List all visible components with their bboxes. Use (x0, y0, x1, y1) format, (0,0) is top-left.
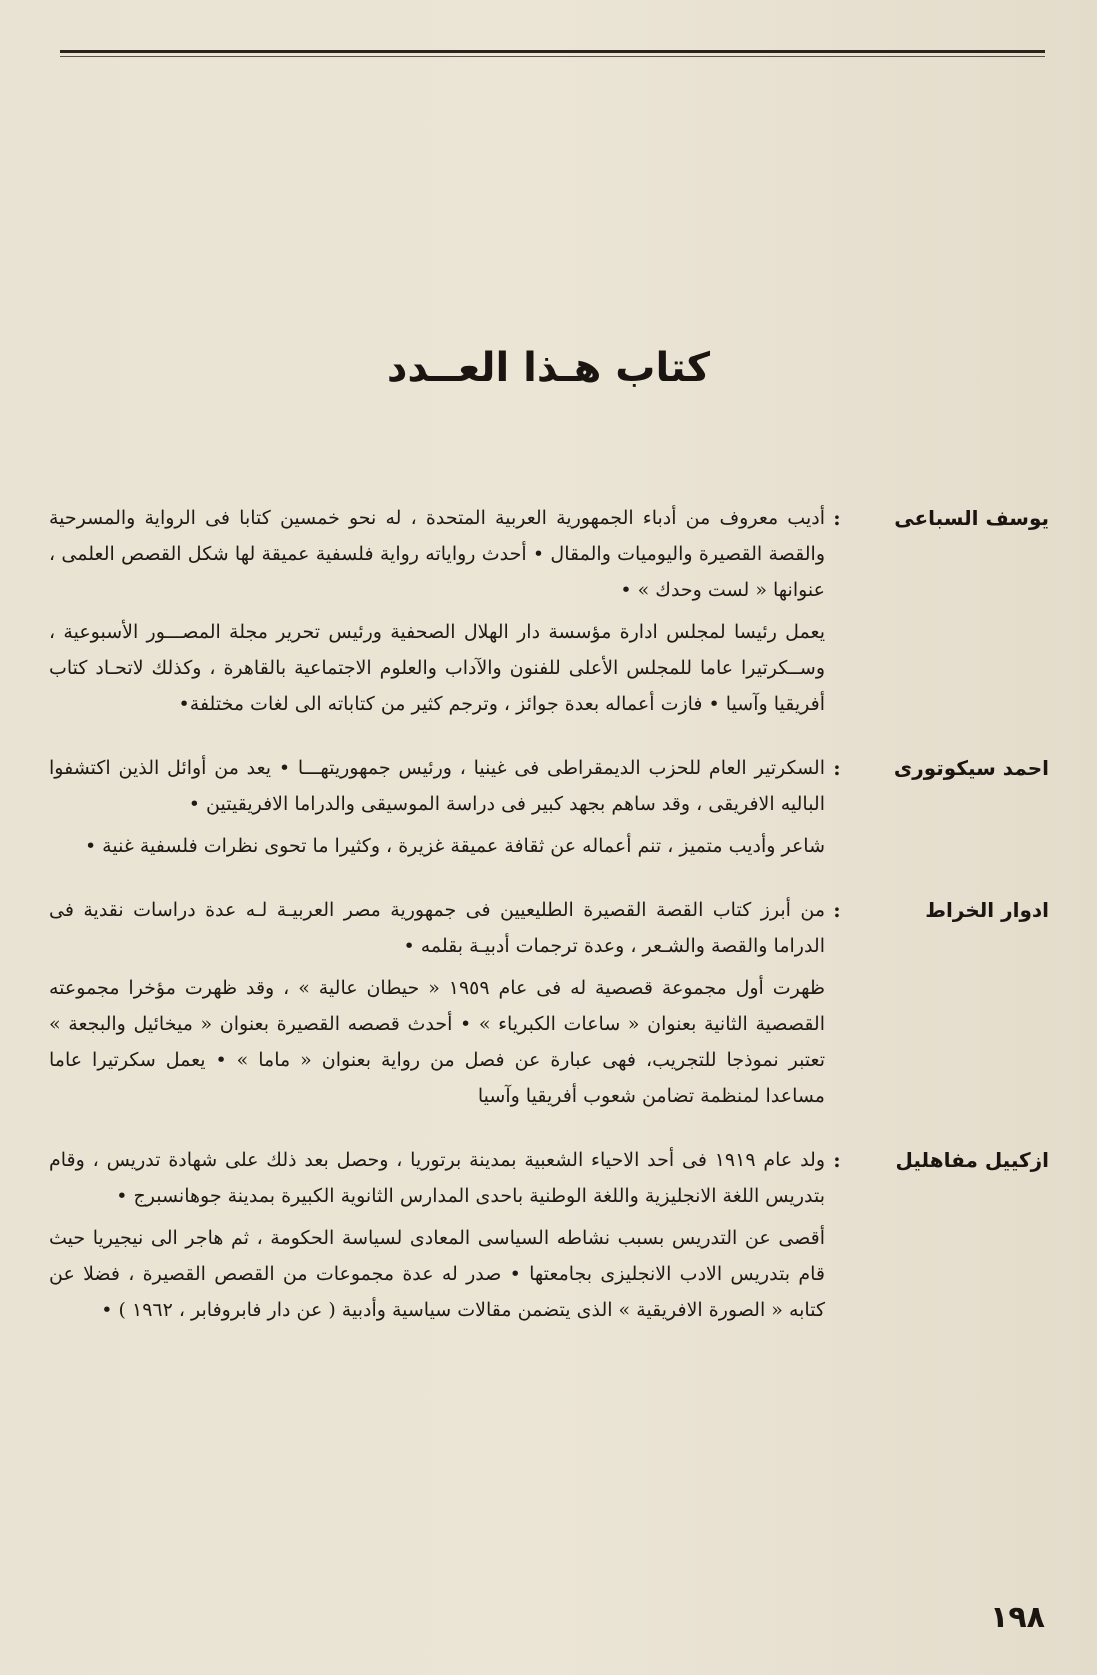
author-name: يوسف السباعى (894, 506, 1049, 530)
author-entry (49, 750, 1049, 870)
entry-separator: : (833, 756, 841, 780)
author-bio (49, 500, 825, 728)
bio-paragraph: أديب معروف من أدباء الجمهورية العربية المتحدة ، له نحو خمسين كتابا فى الرواية والمسرحية والقصة القصيرة واليوميات والمقال • أحدث رواياته رواية فلسفية عميقة لها شكل القصص العلمى ، عنوانها « لست وحدك » • (49, 507, 825, 601)
author-bio (49, 750, 825, 870)
header-rule (60, 50, 1045, 57)
bio-paragraph: أقصى عن التدريس بسبب نشاطه السياسى المعادى لسياسة الحكومة ، ثم هاجر الى نيجيريا حيث قام بتدريس الادب الانجليزى بجامعتها • صدر له عدة مجموعات من القصص القصيرة ، فضلا عن كتابه « الصورة الافريقية » الذى يتضمن مقالات سياسية وأدبية ( عن دار فابروفابر ، ١٩٦٢ ) • (49, 1227, 825, 1321)
entry-separator: : (833, 1148, 841, 1172)
author-name: احمد سيكوتورى (893, 756, 1049, 780)
bio-paragraph: ولد عام ١٩١٩ فى أحد الاحياء الشعبية بمدينة برتوريا ، وحصل بعد ذلك على شهادة تدريس ، وقام بتدريس اللغة الانجليزية واللغة الوطنية باحدى المدارس الثانوية الكبيرة بمدينة جوهانسبرج • (49, 1149, 826, 1207)
entry-separator: : (833, 898, 841, 922)
author-bio (49, 892, 825, 1120)
author-name: ازكييل مفاهليل (895, 1148, 1049, 1172)
author-entry (49, 1142, 1049, 1334)
bio-paragraph: شاعر وأديب متميز ، تنم أعماله عن ثقافة عميقة غزيرة ، وكثيرا ما تحوى نظرات فلسفية غنية • (84, 835, 825, 857)
bio-paragraph: السكرتير العام للحزب الديمقراطى فى غينيا ، ورئيس جمهوريتهـــا • يعد من أوائل الذين اكتشفوا الباليه الافريقى ، وقد ساهم بجهد كبير فى دراسة الموسيقى والدراما الافريقيتين • (49, 757, 825, 815)
entry-separator: : (833, 506, 841, 530)
author-name: ادوار الخراط (925, 898, 1049, 922)
author-entries (49, 500, 1049, 1356)
bio-paragraph: من أبرز كتاب القصة القصيرة الطليعيين فى جمهورية مصر العربيـة لـه عدة دراسات نقدية فى الدراما والقصة والشـعر ، وعدة ترجمات أدبيـة بقلمه • (49, 899, 825, 957)
author-entry (49, 892, 1049, 1120)
bio-paragraph: ظهرت أول مجموعة قصصية له فى عام ١٩٥٩ « حيطان عالية » ، وقد ظهرت مؤخرا مجموعته القصصية الثانية بعنوان « ساعات الكبرياء » • أحدث قصصه القصيرة بعنوان « ميخائيل والبجعة » تعتبر نموذجا للتجريب، فهى عبارة عن فصل من رواية بعنوان « ماما » • يعمل سكرتيرا عاما مساعدا لمنظمة تضامن شعوب أفريقيا وآسيا (49, 977, 826, 1107)
bio-paragraph: يعمل رئيسا لمجلس ادارة مؤسسة دار الهلال الصحفية ورئيس تحرير مجلة المصـــور الأسبوعية ، وســكرتيرا عاما للمجلس الأعلى للفنون والآداب والعلوم الاجتماعية بالقاهرة ، وكذلك لاتحـاد كتاب أفريقيا وآسيا • فازت أعماله بعدة جوائز ، وترجم كثير من كتاباته الى لغات مختلفة• (49, 621, 825, 715)
page-number: ١٩٨ (990, 1600, 1045, 1635)
page-title: كتاب هـذا العــدد (386, 345, 711, 391)
author-bio (49, 1142, 825, 1334)
author-entry (49, 500, 1049, 728)
